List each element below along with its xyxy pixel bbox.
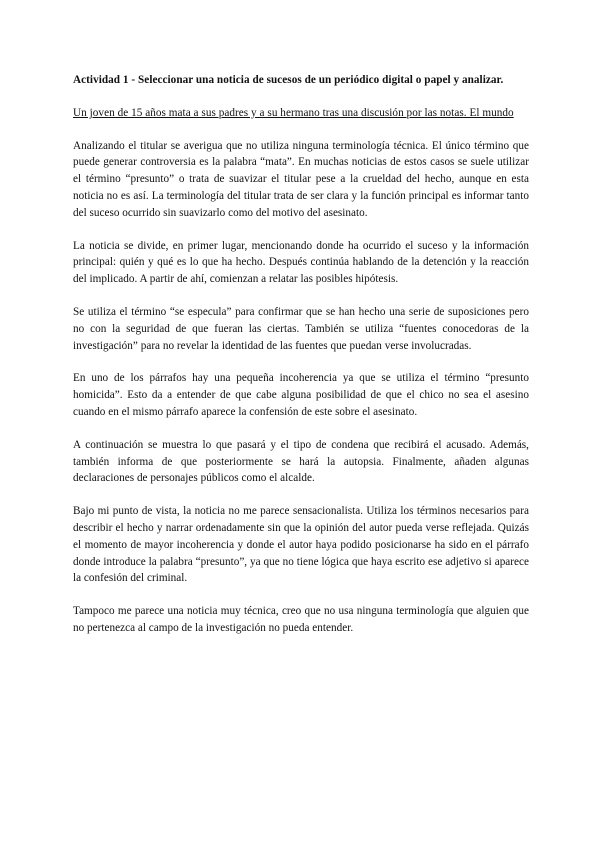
paragraph-1: Analizando el titular se averigua que no utiliza ninguna terminología técnica. El único término que puede generar controversia es la palabra “mata”. En muchas noticias de estos casos se suele utilizar el término “presunto” o trata de suavizar el titular pese a la crueldad del hecho, aunque en esta noticia no es así. La terminología del titular trata de ser clara y la función principal es informar tanto del suceso ocurrido sin suavizarlo como del motivo del asesinato.: [73, 139, 529, 219]
paragraph-3: Se utiliza el término “se especula” para confirmar que se han hecho una serie de suposiciones pero no con la seguridad de que fueran las ciertas. También se utiliza “fuentes conocedoras de la investigación” para no revelar la identidad de las fuentes que puedan verse involucradas.: [73, 305, 529, 352]
paragraph-4: En uno de los párrafos hay una pequeña incoherencia ya que se utiliza el término “presunto homicida”. Esto da a entender de que cabe alguna posibilidad de que el chico no sea el asesino cuando en el mismo párrafo aparece la confensión de este sobre el asesinato.: [73, 372, 529, 418]
paragraph-2: La noticia se divide, en primer lugar, mencionando donde ha ocurrido el suceso y la información principal: quién y qué es lo que ha hecho. Después continúa hablando de la detención y la reacción del implicado. A partir de ahí, comienzan a relatar las posibles hipótesis.: [73, 239, 529, 286]
paragraph-5: A continuación se muestra lo que pasará y el tipo de condena que recibirá el acusado. Además, también informa de que posteriormente se hará la autopsia. Finalmente, añaden algunas declaraciones de personajes públicos como el alcalde.: [73, 438, 529, 485]
paragraph-6: Bajo mi punto de vista, la noticia no me parece sensacionalista. Utiliza los términos necesarios para describir el hecho y narrar ordenadamente sin que la opinión del autor pueda verse reflejada. Quizás el momento de mayor incoherencia y donde el autor haya podido posicionarse ha sido en el párrafo donde introduce la palabra “presunto”, ya que no tiene lógica que haya escrito ese adjetivo si aparece la confesión del criminal.: [73, 505, 529, 585]
news-headline: Un joven de 15 años mata a sus padres y a su hermano tras una discusión por las notas. El mundo: [73, 106, 514, 119]
document-page: [73, 72, 529, 653]
activity-heading: Actividad 1 - Seleccionar una noticia de sucesos de un periódico digital o papel y analizar.: [73, 74, 504, 86]
paragraph-7: Tampoco me parece una noticia muy técnica, creo que no usa ninguna terminología que alguien que no pertenezca al campo de la investigación no pueda entender.: [73, 605, 529, 634]
